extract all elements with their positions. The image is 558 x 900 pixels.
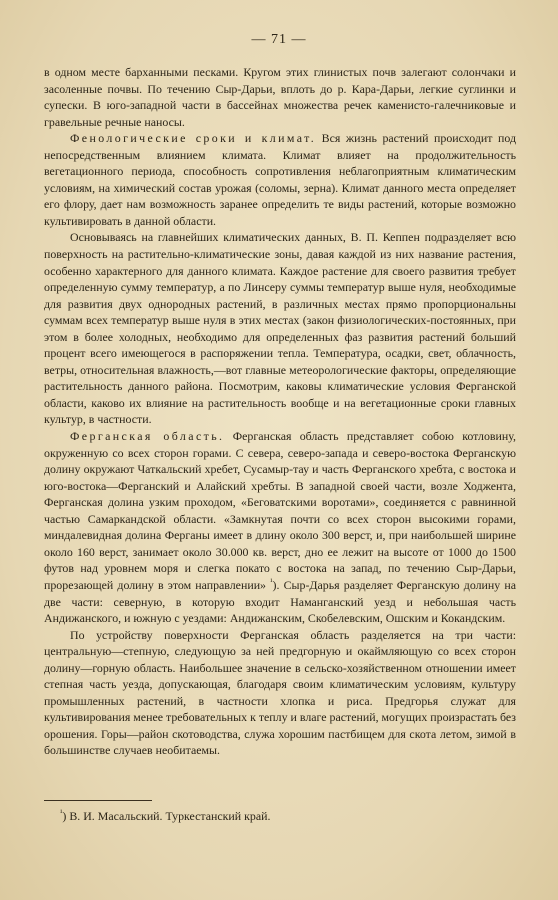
- paragraph-phenology-text: Вся жизнь растений происходит под непосредственным влиянием климата. Климат влияет на продолжительность вегетационного периода, способность сопротивления неблагоприятным климатическим условиям, на химический состав урожая (соломы, зерна). Климат данного места определяет его флору, дает нам возможность заранее определить те виды растений, которые возможно культивировать в данной области.: [44, 131, 516, 228]
- paragraph-phenology: [44, 130, 516, 229]
- paragraph-soils-text: в одном месте барханными песками. Кругом этих глинистых почв залегают солончаки и засоленные почвы. По течению Сыр-Дарьи, вплоть до р. Кара-Дарьи, легкие суглинки и супески. В юго-западной части в бассейнах множества речек каменисто-галечниковые и гравельные речные наносы.: [44, 65, 516, 129]
- footnote: [60, 808, 500, 824]
- footnote-reference[interactable]: ¹: [270, 576, 273, 586]
- paragraph-soils: [44, 64, 516, 130]
- paragraph-koeppen: [44, 229, 516, 428]
- page-number: — 71 —: [251, 32, 307, 47]
- paragraph-fergana-tail: ). Сыр-Дарья разделяет Ферганскую долину на две части: северную, в которую входит Наманганский уезд и небольшая часть Андижанского, и южную с уездами: Андижанским, Скобелевским, Ошским и Кокандским.: [44, 577, 516, 626]
- section-heading-phenology: Фенологические сроки и климат.: [70, 131, 317, 146]
- paragraph-relief-text: По устройству поверхности Ферганская область разделяется на три части: центральную—степную, следующую за ней предгорную и окаймляющую со всех сторон долину—горную область. Наибольшее значение в сельско-хозяйственном отношении имеет степная часть уезда, допускающая, благодаря своим климатическим условиям, культуру промышленных растений, в частности хлопка и риса. Предгорья служат для культивирования менее требовательных к теплу и влаге растений, могущих произрастать без орошения. Горы—район скотоводства, служа хорошим пастбищем для скота летом, зимой в большинстве случаев необитаемы.: [44, 627, 516, 758]
- paragraph-koeppen-text: Основываясь на главнейших климатических данных, В. П. Кеппен подразделяет всю поверхность на растительно-климатические зоны, давая каждой из них название растения, особенно характерного для данного климата. Каждое растение для своего развития требует определенную сумму температур, а по Линсеру суммы температур выше нуля, необходимые для развития двух однородных растений, в различных местах прямо пропорциональны суммам всех температур выше нуля в этих местах (закон физиологических-постоянных, при этом в более холодных, необходимо для определенных фаз развития растений больший процент всего имеющегося в распоряжении тепла. Температура, осадки, свет, облачность, ветры, относительная влажность,—вот главные метеорологические факторы, определяющие растительность данного района. Посмотрим, каковы климатические условия Ферганской области, каково их влияние на растительность вообще и на вегетационные сроки главных культур, в частности.: [44, 230, 516, 427]
- body-text: [44, 64, 516, 759]
- footnote-mark: ¹: [60, 808, 63, 818]
- paragraph-fergana: [44, 428, 516, 627]
- paragraph-relief: [44, 627, 516, 759]
- section-heading-fergana: Ферганская область.: [70, 429, 225, 444]
- footnote-divider: [44, 800, 152, 801]
- footnote-text: ) В. И. Масальский. Туркестанский край.: [62, 809, 271, 823]
- paragraph-fergana-text: Ферганская область представляет собою котловину, окруженную со всех сторон горами. С севера, северо-запада и северо-востока Ферганскую долину окружают Чаткальский хребет, Сусамыр-тау и часть Ферганского хребта, с востока и юго-востока—Ферганский и Алайский хребты. В западной своей части, возле Ходжента, Ферганская долина узким проходом, «Беговатскими воротами», соединяется с равнинной частью Самаркандской области. «Замкнутая почти со всех сторон высокими горами, миндалевидная долина Ферганы имеет в длину около 300 верст, и, при наибольшей ширине около 160 верст, занимает около 30.000 кв. верст, дно ее лежит на высоте от 1000 до 1500 футов над уровнем моря и слегка покато с востока на запад, по течению Сыр-Дарьи, прорезающей долину в этом направлении»: [44, 429, 517, 592]
